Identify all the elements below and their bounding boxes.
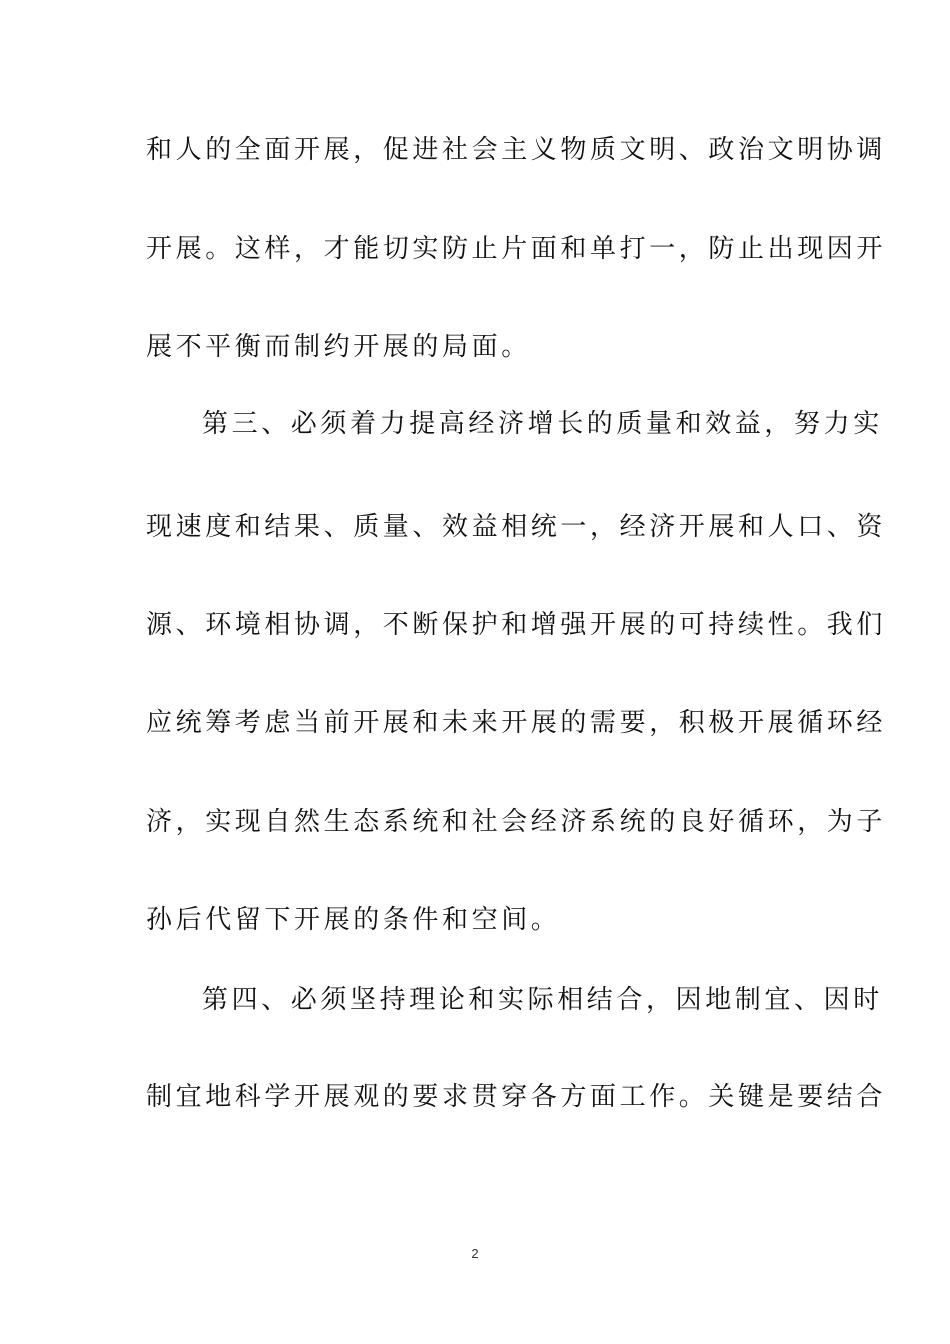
text-line: 应统筹考虑当前开展和未来开展的需要，积极开展循环经 (146, 708, 887, 738)
paragraph-start-line: 第四、必须坚持理论和实际相结合，因地制宜、因时 (202, 985, 883, 1015)
text-line: 开展。这样，才能切实防止片面和单打一，防止出现因开 (146, 234, 887, 264)
text-line: 现速度和结果、质量、效益相统一，经济开展和人口、资 (146, 512, 887, 542)
text-line: 展不平衡而制约开展的局面。 (146, 332, 531, 362)
text-line: 制宜地科学开展观的要求贯穿各方面工作。关键是要结合 (146, 1082, 887, 1112)
text-line: 和人的全面开展，促进社会主义物质文明、政治文明协调 (146, 135, 887, 165)
text-line: 源、环境相协调，不断保护和增强开展的可持续性。我们 (146, 610, 887, 640)
page-number: 2 (471, 1246, 479, 1261)
paragraph-start-line: 第三、必须着力提高经济增长的质量和效益，努力实 (202, 409, 883, 439)
text-line: 孙后代留下开展的条件和空间。 (146, 905, 561, 935)
text-line: 济，实现自然生态系统和社会经济系统的良好循环，为子 (146, 807, 887, 837)
